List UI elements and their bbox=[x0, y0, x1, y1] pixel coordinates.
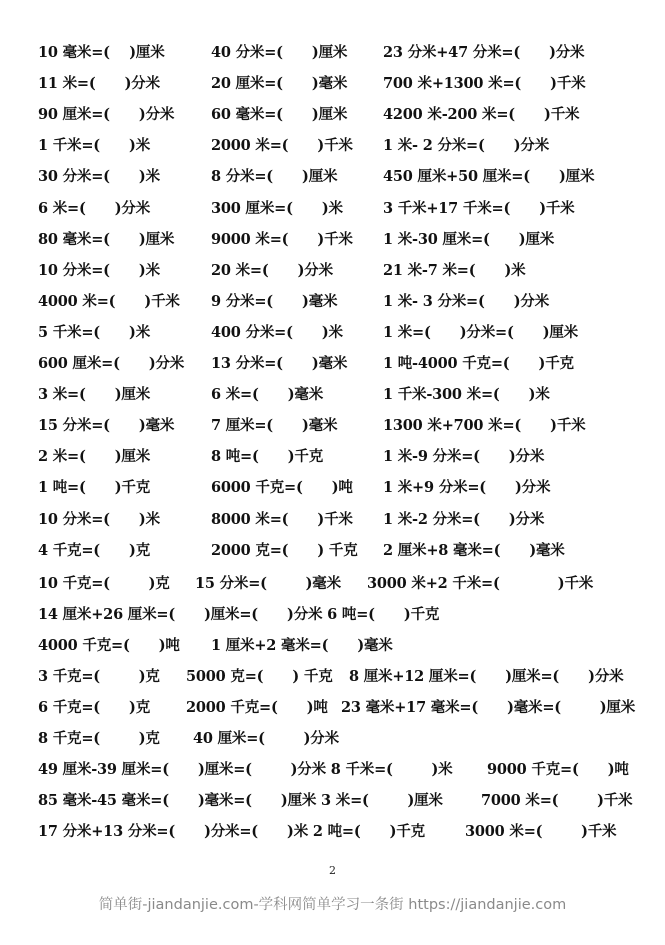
conversion-exercise: 14 厘米+26 厘米=( )厘米=( )分米 6 吨=( )千克 bbox=[38, 606, 440, 623]
exercise-row bbox=[0, 633, 665, 659]
conversion-exercise: 2000 克=( ) 千克 bbox=[211, 541, 358, 559]
exercise-row bbox=[0, 726, 665, 752]
conversion-exercise: 8000 米=( )千米 bbox=[211, 510, 353, 528]
exercise-row bbox=[0, 289, 665, 315]
conversion-exercise: 6 米=( )分米 bbox=[38, 199, 150, 217]
conversion-exercise: 15 分米=( )毫米 bbox=[195, 575, 341, 592]
conversion-exercise: 4200 米-200 米=( )千米 bbox=[383, 106, 580, 124]
exercise-row bbox=[0, 382, 665, 408]
exercise-row bbox=[0, 227, 665, 253]
conversion-exercise: 80 毫米=( )厘米 bbox=[38, 230, 175, 248]
conversion-exercise: 400 分米=( )米 bbox=[211, 323, 343, 341]
conversion-exercise: 3000 米=( )千米 bbox=[465, 823, 617, 840]
exercise-row bbox=[0, 444, 665, 470]
conversion-exercise: 2000 米=( )千米 bbox=[211, 137, 353, 155]
page-number: 2 bbox=[329, 864, 336, 877]
conversion-exercise: 1 米- 2 分米=( )分米 bbox=[383, 137, 549, 155]
conversion-exercise: 10 分米=( )米 bbox=[38, 510, 160, 528]
exercise-row bbox=[0, 102, 665, 128]
conversion-exercise: 1 米+9 分米=( )分米 bbox=[383, 479, 551, 497]
conversion-exercise: 1 米-2 分米=( )分米 bbox=[383, 510, 545, 528]
conversion-exercise: 40 厘米=( )分米 bbox=[193, 730, 339, 747]
conversion-exercise: 10 千克=( )克 bbox=[38, 575, 170, 592]
conversion-exercise: 5 千米=( )米 bbox=[38, 323, 150, 341]
footer-watermark: 简单街-jiandanjie.com-学科网简单学习一条街 https://jiandanjie.com bbox=[98, 897, 567, 913]
conversion-exercise: 10 毫米=( )厘米 bbox=[38, 44, 165, 61]
exercise-row bbox=[0, 320, 665, 346]
conversion-exercise: 8 分米=( )厘米 bbox=[211, 168, 338, 186]
conversion-exercise: 4000 米=( )千米 bbox=[38, 292, 180, 310]
conversion-exercise: 300 厘米=( )米 bbox=[211, 199, 343, 217]
conversion-exercise: 4000 千克=( )吨 bbox=[38, 637, 180, 654]
conversion-exercise: 17 分米+13 分米=( )分米=( )米 2 吨=( )千克 bbox=[38, 823, 425, 840]
conversion-exercise: 2 厘米+8 毫米=( )毫米 bbox=[383, 541, 565, 559]
exercise-row bbox=[0, 664, 665, 690]
conversion-exercise: 6 千克=( )克 bbox=[38, 699, 150, 716]
conversion-exercise: 8 厘米+12 厘米=( )厘米=( )分米 bbox=[349, 668, 624, 685]
exercise-row bbox=[0, 788, 665, 814]
conversion-exercise: 2000 千克=( )吨 bbox=[186, 699, 328, 716]
conversion-exercise: 10 分米=( )米 bbox=[38, 261, 160, 279]
exercise-row bbox=[0, 413, 665, 439]
exercise-row bbox=[0, 71, 665, 97]
exercise-row bbox=[0, 538, 665, 564]
conversion-exercise: 8 吨=( )千克 bbox=[211, 448, 323, 466]
conversion-exercise: 1 米-9 分米=( )分米 bbox=[383, 448, 545, 466]
conversion-exercise: 9000 米=( )千米 bbox=[211, 230, 353, 248]
conversion-exercise: 1 米=( )分米=( )厘米 bbox=[383, 323, 578, 341]
exercise-row bbox=[0, 695, 665, 721]
conversion-exercise: 40 分米=( )厘米 bbox=[211, 44, 348, 61]
exercise-row bbox=[0, 133, 665, 159]
conversion-exercise: 700 米+1300 米=( )千米 bbox=[383, 75, 586, 93]
exercise-row bbox=[0, 351, 665, 377]
conversion-exercise: 15 分米=( )毫米 bbox=[38, 417, 175, 435]
conversion-exercise: 23 毫米+17 毫米=( )毫米=( )厘米 bbox=[341, 699, 636, 716]
conversion-exercise: 3 千克=( )克 bbox=[38, 668, 160, 685]
conversion-exercise: 6 米=( )毫米 bbox=[211, 386, 323, 404]
exercise-row bbox=[0, 475, 665, 501]
exercise-row bbox=[0, 757, 665, 783]
conversion-exercise: 1 厘米+2 毫米=( )毫米 bbox=[211, 637, 393, 654]
conversion-exercise: 49 厘米-39 厘米=( )厘米=( )分米 8 千米=( )米 bbox=[38, 761, 453, 778]
exercise-row bbox=[0, 40, 665, 66]
conversion-exercise: 7000 米=( )千米 bbox=[481, 792, 633, 809]
conversion-exercise: 1 米-30 厘米=( )厘米 bbox=[383, 230, 555, 248]
conversion-exercise: 20 厘米=( )毫米 bbox=[211, 75, 348, 93]
conversion-exercise: 1 千米=( )米 bbox=[38, 137, 150, 155]
conversion-exercise: 3000 米+2 千米=( )千米 bbox=[367, 575, 594, 592]
conversion-exercise: 9 分米=( )毫米 bbox=[211, 292, 338, 310]
exercise-row bbox=[0, 258, 665, 284]
conversion-exercise: 13 分米=( )毫米 bbox=[211, 355, 348, 372]
conversion-exercise: 90 厘米=( )分米 bbox=[38, 106, 175, 124]
conversion-exercise: 1 吨-4000 千克=( )千克 bbox=[383, 355, 574, 372]
exercise-row bbox=[0, 819, 665, 845]
conversion-exercise: 3 千米+17 千米=( )千米 bbox=[383, 199, 575, 217]
conversion-exercise: 85 毫米-45 毫米=( )毫米=( )厘米 3 米=( )厘米 bbox=[38, 792, 443, 809]
conversion-exercise: 60 毫米=( )厘米 bbox=[211, 106, 348, 124]
conversion-exercise: 3 米=( )厘米 bbox=[38, 386, 150, 404]
conversion-exercise: 600 厘米=( )分米 bbox=[38, 355, 185, 372]
exercise-row bbox=[0, 164, 665, 190]
conversion-exercise: 1 米- 3 分米=( )分米 bbox=[383, 292, 549, 310]
conversion-exercise: 21 米-7 米=( )米 bbox=[383, 261, 526, 279]
conversion-exercise: 1 吨=( )千克 bbox=[38, 479, 150, 497]
conversion-exercise: 4 千克=( )克 bbox=[38, 541, 150, 559]
conversion-exercise: 6000 千克=( )吨 bbox=[211, 479, 353, 497]
conversion-exercise: 7 厘米=( )毫米 bbox=[211, 417, 338, 435]
conversion-exercise: 1 千米-300 米=( )米 bbox=[383, 386, 550, 404]
conversion-exercise: 9000 千克=( )吨 bbox=[487, 761, 629, 778]
exercise-row bbox=[0, 196, 665, 222]
conversion-exercise: 1300 米+700 米=( )千米 bbox=[383, 417, 586, 435]
exercise-row bbox=[0, 571, 665, 597]
conversion-exercise: 5000 克=( ) 千克 bbox=[186, 668, 333, 685]
exercise-row bbox=[0, 507, 665, 533]
exercise-row bbox=[0, 602, 665, 628]
conversion-exercise: 20 米=( )分米 bbox=[211, 261, 333, 279]
conversion-exercise: 30 分米=( )米 bbox=[38, 168, 160, 186]
conversion-exercise: 450 厘米+50 厘米=( )厘米 bbox=[383, 168, 595, 186]
conversion-exercise: 8 千克=( )克 bbox=[38, 730, 160, 747]
conversion-exercise: 2 米=( )厘米 bbox=[38, 448, 150, 466]
conversion-exercise: 23 分米+47 分米=( )分米 bbox=[383, 44, 585, 61]
conversion-exercise: 11 米=( )分米 bbox=[38, 75, 160, 93]
